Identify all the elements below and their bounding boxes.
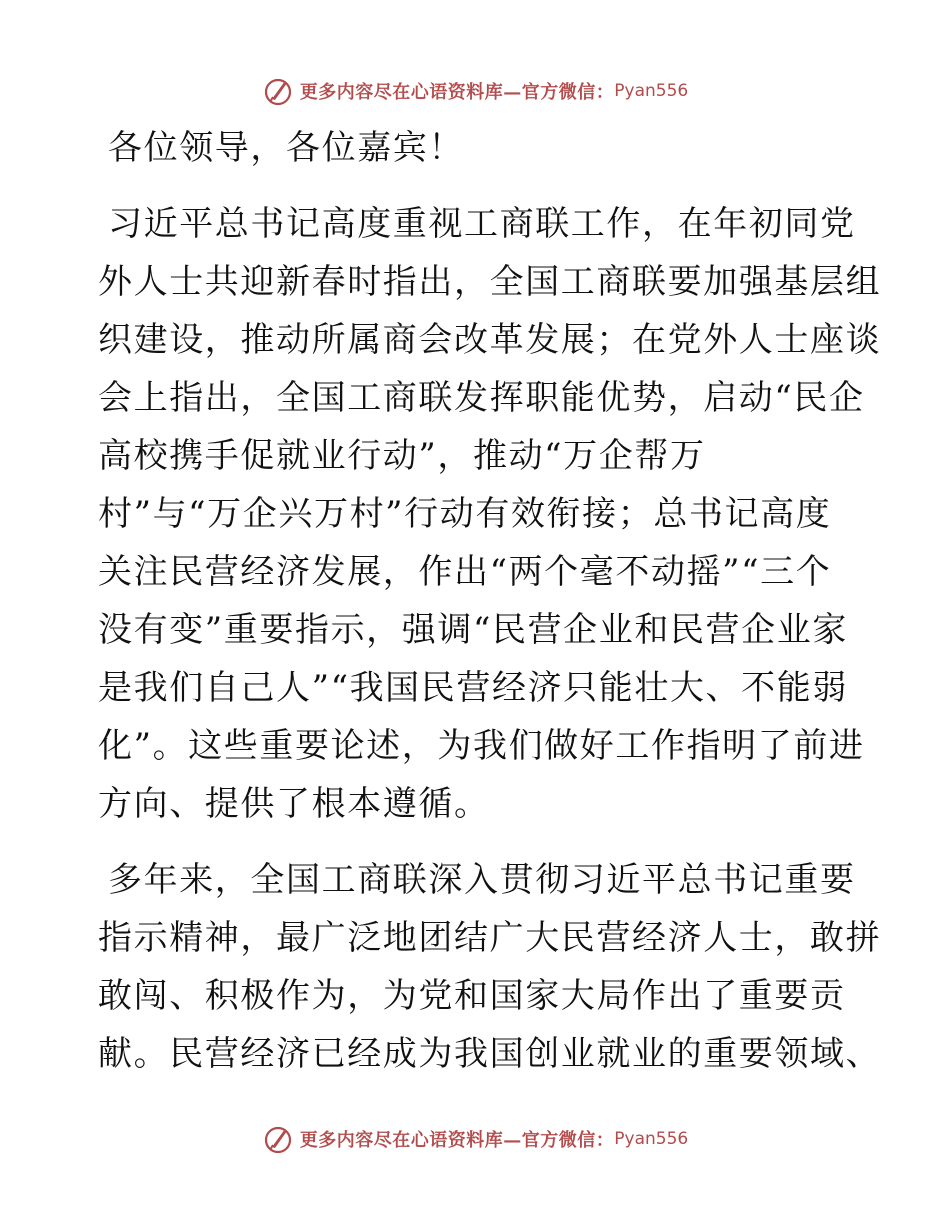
- text-line: 化”。这些重要论述，为我们做好工作指明了前进: [98, 726, 865, 766]
- text-line: 高校携手促就业行动”，推动“万企帮万: [98, 436, 706, 476]
- text-line: 指示精神，最广泛地团结广大民营经济人士，敢拼: [98, 918, 882, 958]
- text-line: 没有变”重要指示，强调“民营企业和民营企业家: [98, 610, 848, 650]
- body-paragraph-2: [98, 851, 882, 1083]
- header-watermark-text: 更多内容尽在心语资料库—官方微信：: [299, 82, 615, 103]
- text-line: 是我们自己人”“我国民营经济只能壮大、不能弱: [98, 668, 848, 708]
- header-wechat-id: Pyan556: [614, 81, 689, 101]
- footer-watermark: [0, 1119, 950, 1159]
- text-line: 关注民营经济发展，作出“两个毫不动摇”“三个: [98, 552, 832, 592]
- quill-logo-icon: [262, 1123, 294, 1155]
- body-paragraph-1: [98, 195, 882, 833]
- text-line: 献。民营经济已经成为我国创业就业的重要领域、: [98, 1034, 882, 1074]
- text-line: 各位领导，各位嘉宾！: [108, 128, 464, 168]
- greeting-paragraph: [98, 119, 858, 177]
- text-line: 织建设，推动所属商会改革发展；在党外人士座谈: [98, 320, 882, 360]
- text-line: 会上指出，全国工商联发挥职能优势，启动“民企: [98, 378, 865, 418]
- text-line: 多年来，全国工商联深入贯彻习近平总书记重要: [108, 860, 856, 900]
- document-body: [98, 119, 882, 1101]
- footer-wechat-id: Pyan556: [614, 1129, 689, 1149]
- text-line: 敢闯、积极作为，为党和国家大局作出了重要贡: [98, 976, 846, 1016]
- text-line: 习近平总书记高度重视工商联工作，在年初同党: [108, 204, 856, 244]
- text-line: 方向、提供了根本遵循。: [98, 784, 490, 824]
- text-line: 村”与“万企兴万村”行动有效衔接；总书记高度: [98, 494, 832, 534]
- footer-watermark-text: 更多内容尽在心语资料库—官方微信：: [299, 1130, 615, 1151]
- text-line: 外人士共迎新春时指出，全国工商联要加强基层组: [98, 262, 882, 302]
- header-watermark: [0, 71, 950, 111]
- quill-logo-icon: [262, 75, 294, 107]
